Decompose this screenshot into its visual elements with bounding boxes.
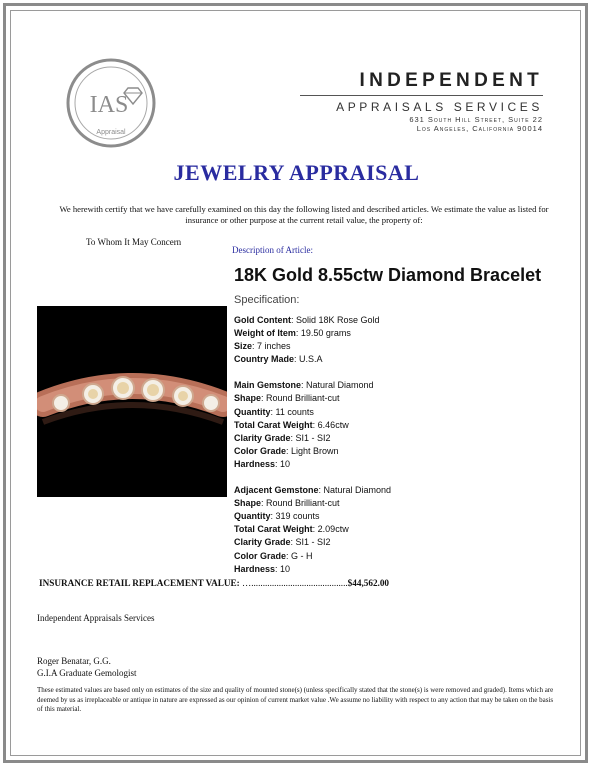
spec-row: Hardness: 10 (234, 563, 291, 574)
firm-address-line2: Los Angeles, California 90014 (416, 124, 543, 133)
signer-name: Roger Benatar, G.G. (37, 656, 111, 666)
firm-address-line1: 631 South Hill Street, Suite 22 (409, 115, 543, 124)
recipient: To Whom It May Concern (86, 237, 182, 247)
firm-subtitle: APPRAISALS SERVICES (336, 100, 543, 114)
firm-rule (300, 95, 543, 96)
specifications (234, 314, 391, 576)
signer-title: G.I.A Graduate Gemologist (37, 667, 137, 678)
logo-text: IAS (89, 92, 129, 118)
spec-row: Quantity: 319 counts (234, 511, 320, 522)
spec-row: Gold Content: Solid 18K Rose Gold (234, 315, 380, 325)
specification-label: Specification: (234, 294, 300, 306)
spec-row: Shape: Round Brilliant-cut (234, 498, 340, 509)
insurance-label: INSURANCE RETAIL REPLACEMENT VALUE: (39, 578, 240, 588)
spec-row: Color Grade: Light Brown (234, 445, 339, 456)
bracelet-photo (37, 306, 227, 497)
spec-row: Main Gemstone: Natural Diamond (234, 380, 374, 391)
spec-row: Clarity Grade: SI1 - SI2 (234, 537, 331, 548)
spec-row: Total Carat Weight: 6.46ctw (234, 419, 349, 430)
spec-row: Size: 7 inches (234, 341, 291, 352)
firm-name: INDEPENDENT (359, 70, 543, 91)
spacer (234, 366, 391, 379)
spec-row: Country Made: U.S.A (234, 354, 323, 365)
firm-header (300, 70, 543, 133)
signer (37, 656, 136, 679)
spec-row: Weight of Item: 19.50 grams (234, 328, 351, 339)
insurance-dots: ….......................................... (239, 578, 348, 588)
spec-row: Clarity Grade: SI1 - SI2 (234, 432, 331, 443)
spec-row: Total Carat Weight: 2.09ctw (234, 524, 349, 535)
certification-text: We herewith certify that we have carefully examined on this day the following listed and described articles. We estimate the value as listed for insurance or other purpose at the current retail value, the property of: (59, 204, 549, 225)
footer-firm: Independent Appraisals Services (37, 613, 155, 623)
bracelet-image (37, 306, 227, 497)
insurance-value-line (39, 578, 389, 588)
spec-row: Color Grade: G - H (234, 550, 313, 561)
description-label: Description of Article: (232, 245, 313, 255)
spec-row: Hardness: 10 (234, 458, 291, 469)
article-title: 18K Gold 8.55ctw Diamond Bracelet (234, 265, 542, 285)
ias-logo (66, 58, 156, 148)
logo-ring-text: Appraisal (96, 129, 126, 136)
insurance-value: $44,562.00 (347, 578, 390, 588)
spec-row: Quantity: 11 counts (234, 406, 314, 417)
page-title: JEWELRY APPRAISAL (173, 160, 420, 185)
disclaimer: These estimated values are based only on estimates of the size and quality of mounted stone(s) (unless specifically stated that the stone(s) is were removed and graded). Items which are deemed by us as irreplaceable or antique in nature are expressed as our opinion of current market value .We assume no liability with respect to any action that may be taken on the basis of this material. (37, 686, 554, 714)
spec-row: Adjacent Gemstone: Natural Diamond (234, 485, 392, 496)
spacer (234, 471, 391, 484)
spec-row: Shape: Round Brilliant-cut (234, 393, 340, 404)
